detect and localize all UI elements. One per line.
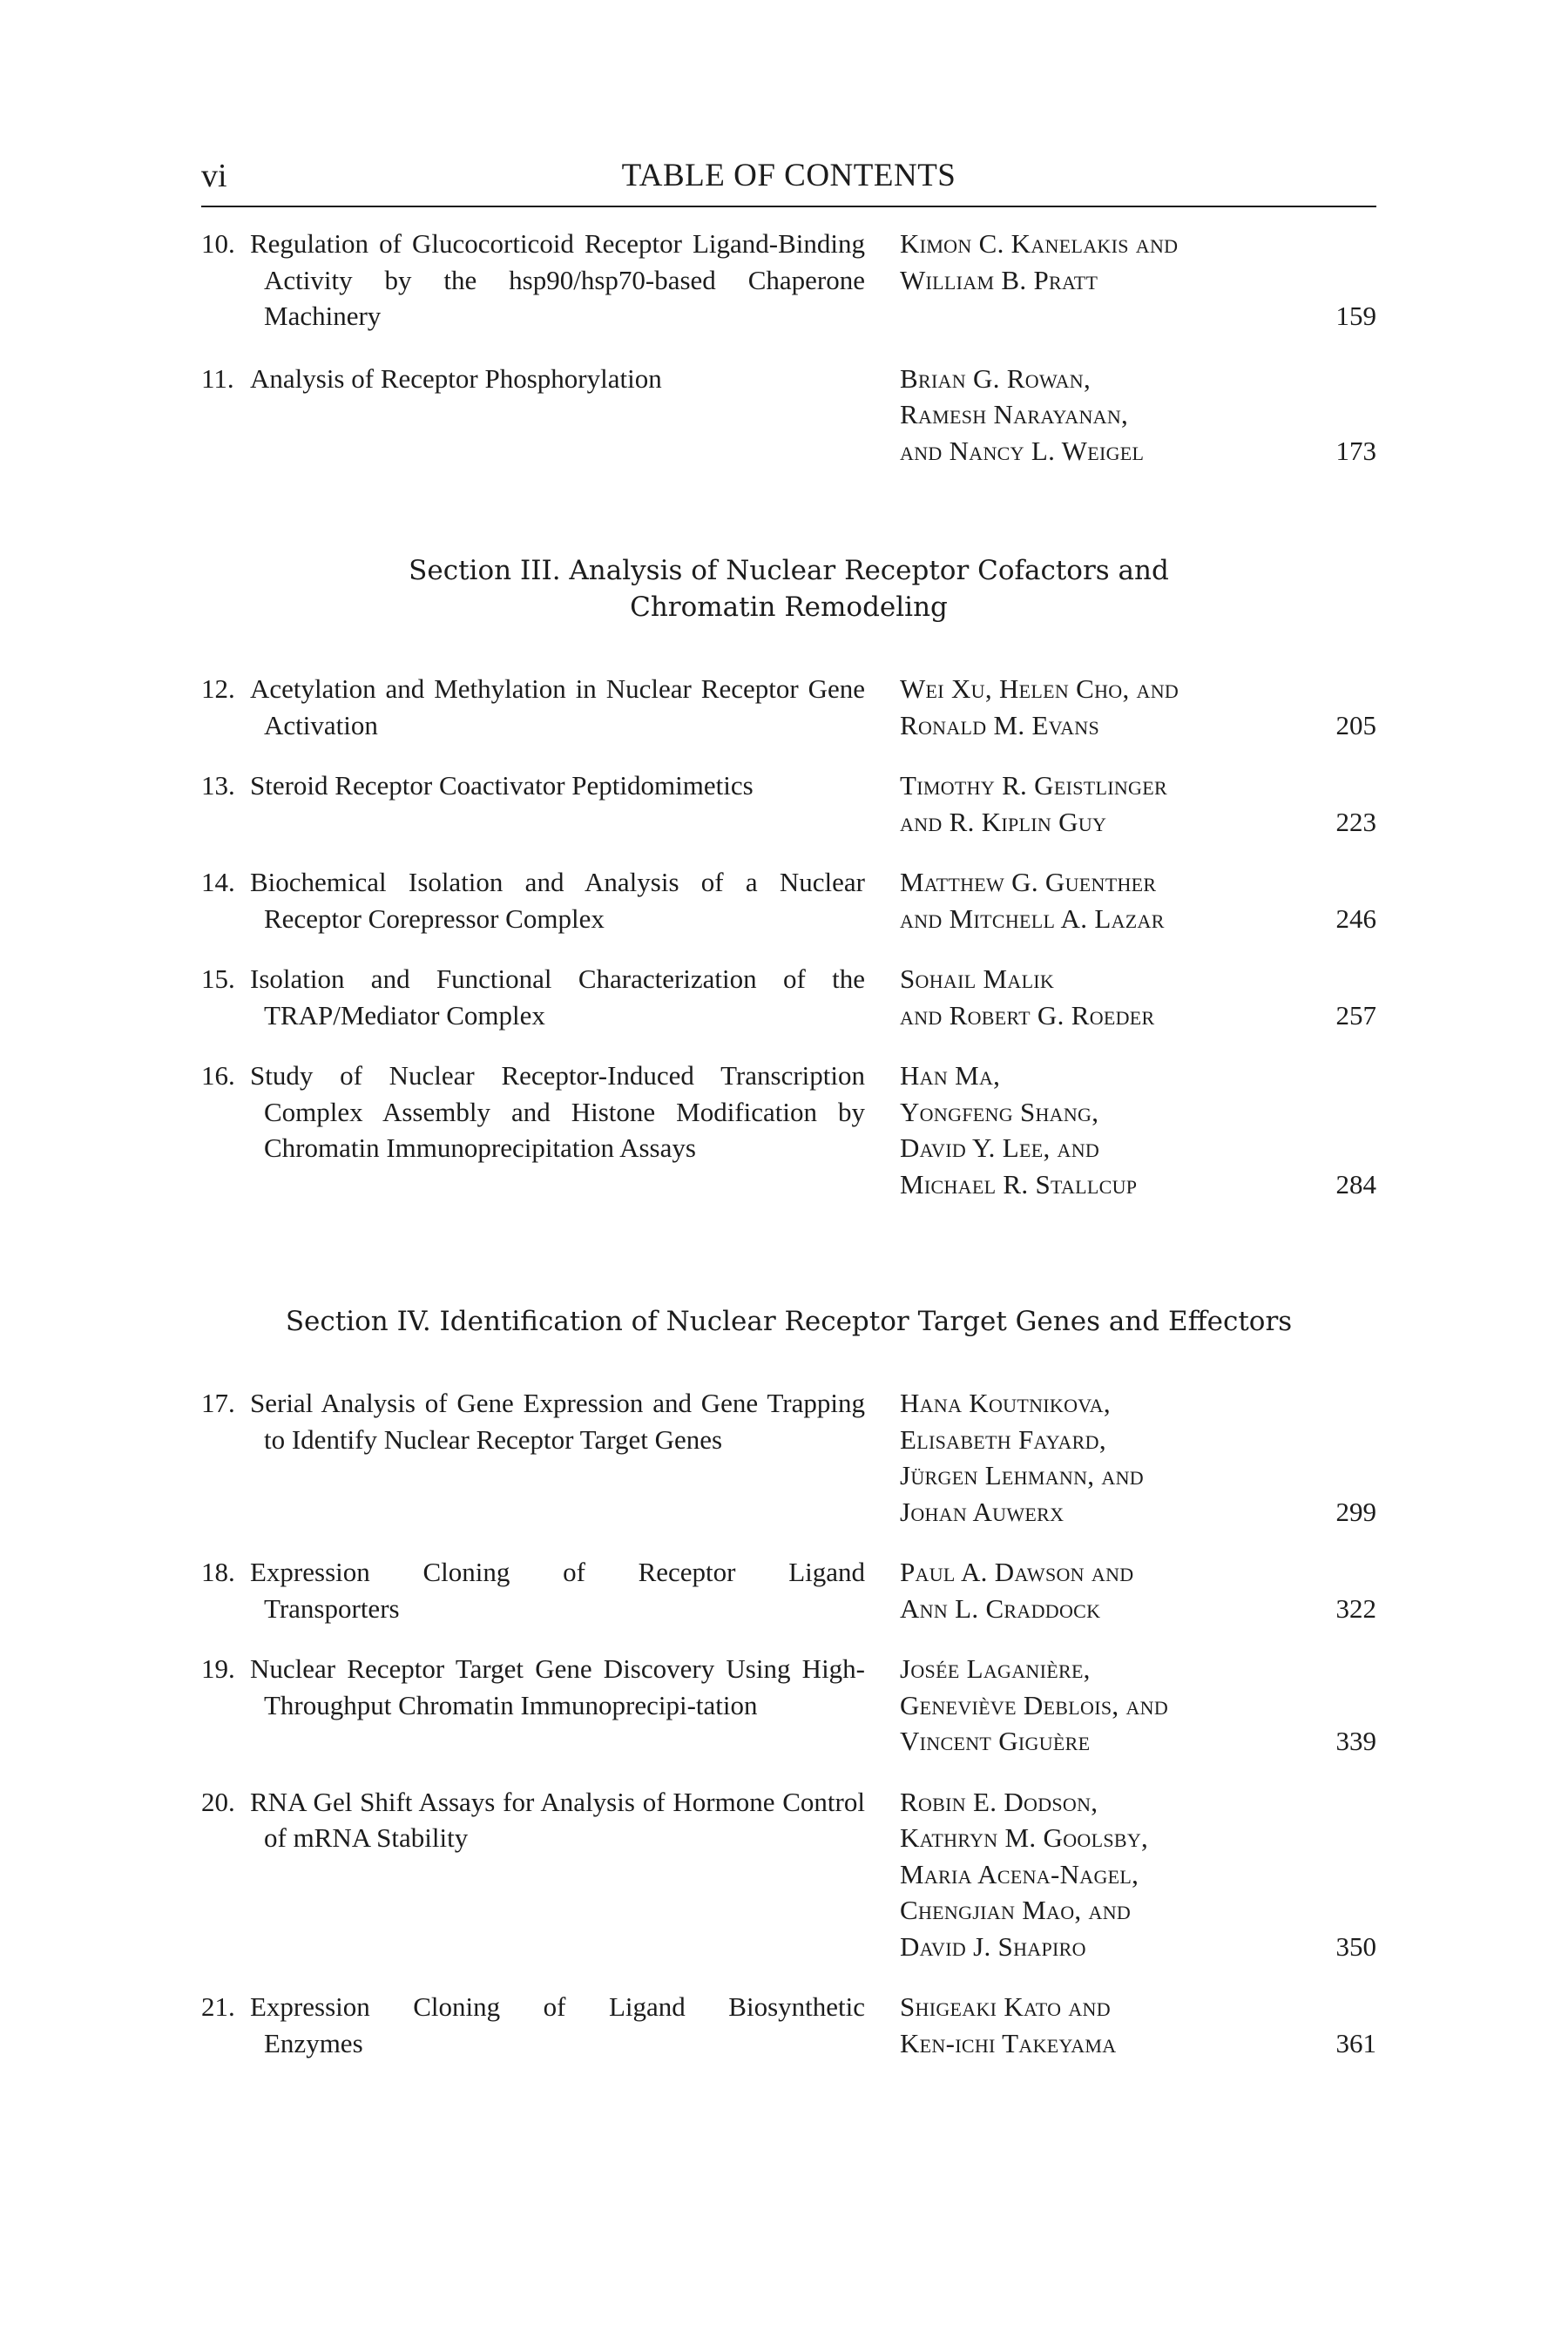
toc-entry <box>201 864 1376 936</box>
chapter-title <box>250 961 874 1033</box>
page-reference: 173 <box>1335 435 1376 466</box>
page-reference: 284 <box>1335 1168 1376 1200</box>
chapter-title <box>250 671 874 743</box>
chapter-number: 15. <box>201 963 235 994</box>
author-line: Hana Koutnikova, <box>900 1388 1111 1418</box>
author-line: Elisabeth Fayard, <box>900 1423 1106 1455</box>
toc-entry <box>201 1651 1376 1760</box>
chapter-title <box>250 1385 874 1530</box>
page-reference: 339 <box>1335 1726 1376 1756</box>
toc-entry <box>201 1058 1376 1202</box>
author-line: Shigeaki Kato and <box>900 1991 1111 2022</box>
author-line: Ann L. Craddock <box>900 1592 1101 1624</box>
toc-group-2 <box>201 671 1376 1202</box>
chapter-authors <box>874 361 1318 470</box>
chapter-number: 13. <box>201 770 235 801</box>
chapter-number: 20. <box>201 1786 235 1817</box>
page-reference: 361 <box>1335 2027 1376 2058</box>
page-reference: 322 <box>1335 1592 1376 1624</box>
chapter-title <box>250 767 874 840</box>
chapter-title-line: Expression Cloning of Receptor Ligand <box>250 1557 865 1587</box>
running-title: TABLE OF CONTENTS <box>621 158 956 193</box>
page-reference: 350 <box>1335 1930 1376 1962</box>
chapter-title-text: Transporters <box>264 1592 400 1624</box>
author-line: David Y. Lee, and <box>900 1132 1100 1163</box>
toc-entry <box>201 1554 1376 1626</box>
chapter-authors <box>874 961 1318 1033</box>
author-line: Ronald M. Evans <box>900 709 1099 740</box>
section-heading-iii <box>201 552 1376 625</box>
chapter-title <box>250 1784 874 1965</box>
chapter-title-text: Acetylation and Methylation in Nuclear Receptor Gene Activation <box>250 673 865 740</box>
author-line: Maria Acena-Nagel, <box>900 1858 1139 1889</box>
chapter-authors <box>874 1058 1318 1202</box>
chapter-title-text: Steroid Receptor Coactivator Peptidomimetics <box>250 770 754 801</box>
author-line: Josée Laganière, <box>900 1653 1091 1684</box>
section-heading-line: Chromatin Remodeling <box>630 591 948 623</box>
chapter-title-text: Isolation and Functional Characterization of the TRAP/Mediator Complex <box>250 963 865 1031</box>
author-line: Jürgen Lehmann, and <box>900 1460 1144 1490</box>
chapter-authors <box>874 226 1318 335</box>
author-line: and Robert G. Roeder <box>900 999 1155 1031</box>
page-reference: 205 <box>1335 709 1376 740</box>
chapter-authors <box>874 767 1318 840</box>
toc-entry <box>201 1784 1376 1965</box>
author-line: Vincent Giguère <box>900 1726 1091 1756</box>
chapter-title <box>250 1989 874 2061</box>
page-reference: 257 <box>1335 999 1376 1031</box>
chapter-authors <box>874 1385 1318 1530</box>
chapter-authors <box>874 864 1318 936</box>
page-reference: 159 <box>1335 301 1376 331</box>
chapter-title <box>250 864 874 936</box>
toc-entry <box>201 671 1376 743</box>
chapter-title-text: Nuclear Receptor Target Gene Discovery Using High-Throughput Chromatin Immunoprecipi-tation <box>250 1653 865 1720</box>
author-line: Paul A. Dawson and <box>900 1557 1134 1587</box>
toc-entry <box>201 1385 1376 1530</box>
chapter-title <box>250 1554 874 1626</box>
chapter-number: 14. <box>201 867 235 897</box>
author-line: Sohail Malik <box>900 963 1055 994</box>
author-line: Michael R. Stallcup <box>900 1168 1138 1200</box>
author-line: Brian G. Rowan, <box>900 362 1092 394</box>
author-line: Timothy R. Geistlinger <box>900 770 1167 801</box>
chapter-title-line: Expression Cloning of Ligand Biosynthetic <box>250 1991 865 2022</box>
chapter-authors <box>874 671 1318 743</box>
author-line: and Nancy L. Weigel <box>900 435 1145 466</box>
author-line: and R. Kiplin Guy <box>900 806 1107 837</box>
chapter-title-text: Enzymes <box>264 2027 363 2058</box>
chapter-number: 12. <box>201 673 235 704</box>
chapter-title <box>250 1651 874 1760</box>
chapter-number: 19. <box>201 1653 235 1684</box>
author-line: Chengjian Mao, and <box>900 1895 1132 1925</box>
author-line: Yongfeng Shang, <box>900 1096 1099 1127</box>
chapter-number: 16. <box>201 1060 235 1091</box>
author-line: Robin E. Dodson, <box>900 1786 1098 1817</box>
page-header <box>201 148 1376 207</box>
chapter-title-text: Study of Nuclear Receptor-Induced Transcription Complex Assembly and Histone Modification by Chromatin Immunoprecipitation Assays <box>250 1060 865 1163</box>
toc-group-1 <box>201 226 1376 469</box>
section-heading-iv <box>201 1303 1376 1340</box>
toc-entry <box>201 361 1376 470</box>
toc-entry <box>201 1989 1376 2061</box>
author-line: Matthew G. Guenther <box>900 867 1157 897</box>
section-heading-line: Section IV. Identification of Nuclear Receptor Target Genes and Effectors <box>285 1306 1293 1337</box>
author-line: Wei Xu, Helen Cho, and <box>900 673 1179 704</box>
page-reference: 299 <box>1335 1496 1376 1527</box>
chapter-number: 10. <box>201 228 235 259</box>
author-line: Ramesh Narayanan, <box>900 399 1129 429</box>
page-number: vi <box>201 158 227 194</box>
chapter-title-text: Serial Analysis of Gene Expression and Gene Trapping to Identify Nuclear Receptor Target Genes <box>250 1388 865 1455</box>
toc-entry <box>201 226 1376 335</box>
author-line: Kathryn M. Goolsby, <box>900 1822 1149 1853</box>
section-heading-line: Section III. Analysis of Nuclear Receptor Cofactors and <box>409 555 1169 586</box>
chapter-title <box>250 361 874 470</box>
chapter-title-text: Biochemical Isolation and Analysis of a Nuclear Receptor Corepressor Complex <box>250 867 865 934</box>
author-line: and Mitchell A. Lazar <box>900 902 1165 934</box>
author-line: Geneviève Deblois, and <box>900 1689 1169 1720</box>
chapter-number: 21. <box>201 1991 235 2022</box>
chapter-authors <box>874 1554 1318 1626</box>
page-reference: 223 <box>1335 806 1376 837</box>
chapter-number: 11. <box>201 362 234 394</box>
chapter-title-text: Regulation of Glucocorticoid Receptor Ligand-Binding Activity by the hsp90/hsp70-based Chaperone Machinery <box>250 228 865 331</box>
author-line: Johan Auwerx <box>900 1496 1064 1527</box>
author-line: Han Ma, <box>900 1060 1001 1091</box>
chapter-authors <box>874 1784 1318 1965</box>
author-line: Kimon C. Kanelakis and <box>900 228 1179 259</box>
chapter-title-text: Analysis of Receptor Phosphorylation <box>250 362 662 394</box>
chapter-title <box>250 1058 874 1202</box>
toc-entry <box>201 961 1376 1033</box>
chapter-number: 18. <box>201 1557 235 1587</box>
page-reference: 246 <box>1335 902 1376 934</box>
chapter-authors <box>874 1989 1318 2061</box>
author-line: William B. Pratt <box>900 264 1098 295</box>
author-line: Ken-ichi Takeyama <box>900 2027 1117 2058</box>
chapter-authors <box>874 1651 1318 1760</box>
chapter-number: 17. <box>201 1388 235 1418</box>
toc-entry <box>201 767 1376 840</box>
author-line: David J. Shapiro <box>900 1930 1086 1962</box>
chapter-title <box>250 226 874 335</box>
chapter-title-text: RNA Gel Shift Assays for Analysis of Hormone Control of mRNA Stability <box>250 1786 865 1853</box>
toc-group-3 <box>201 1385 1376 2061</box>
